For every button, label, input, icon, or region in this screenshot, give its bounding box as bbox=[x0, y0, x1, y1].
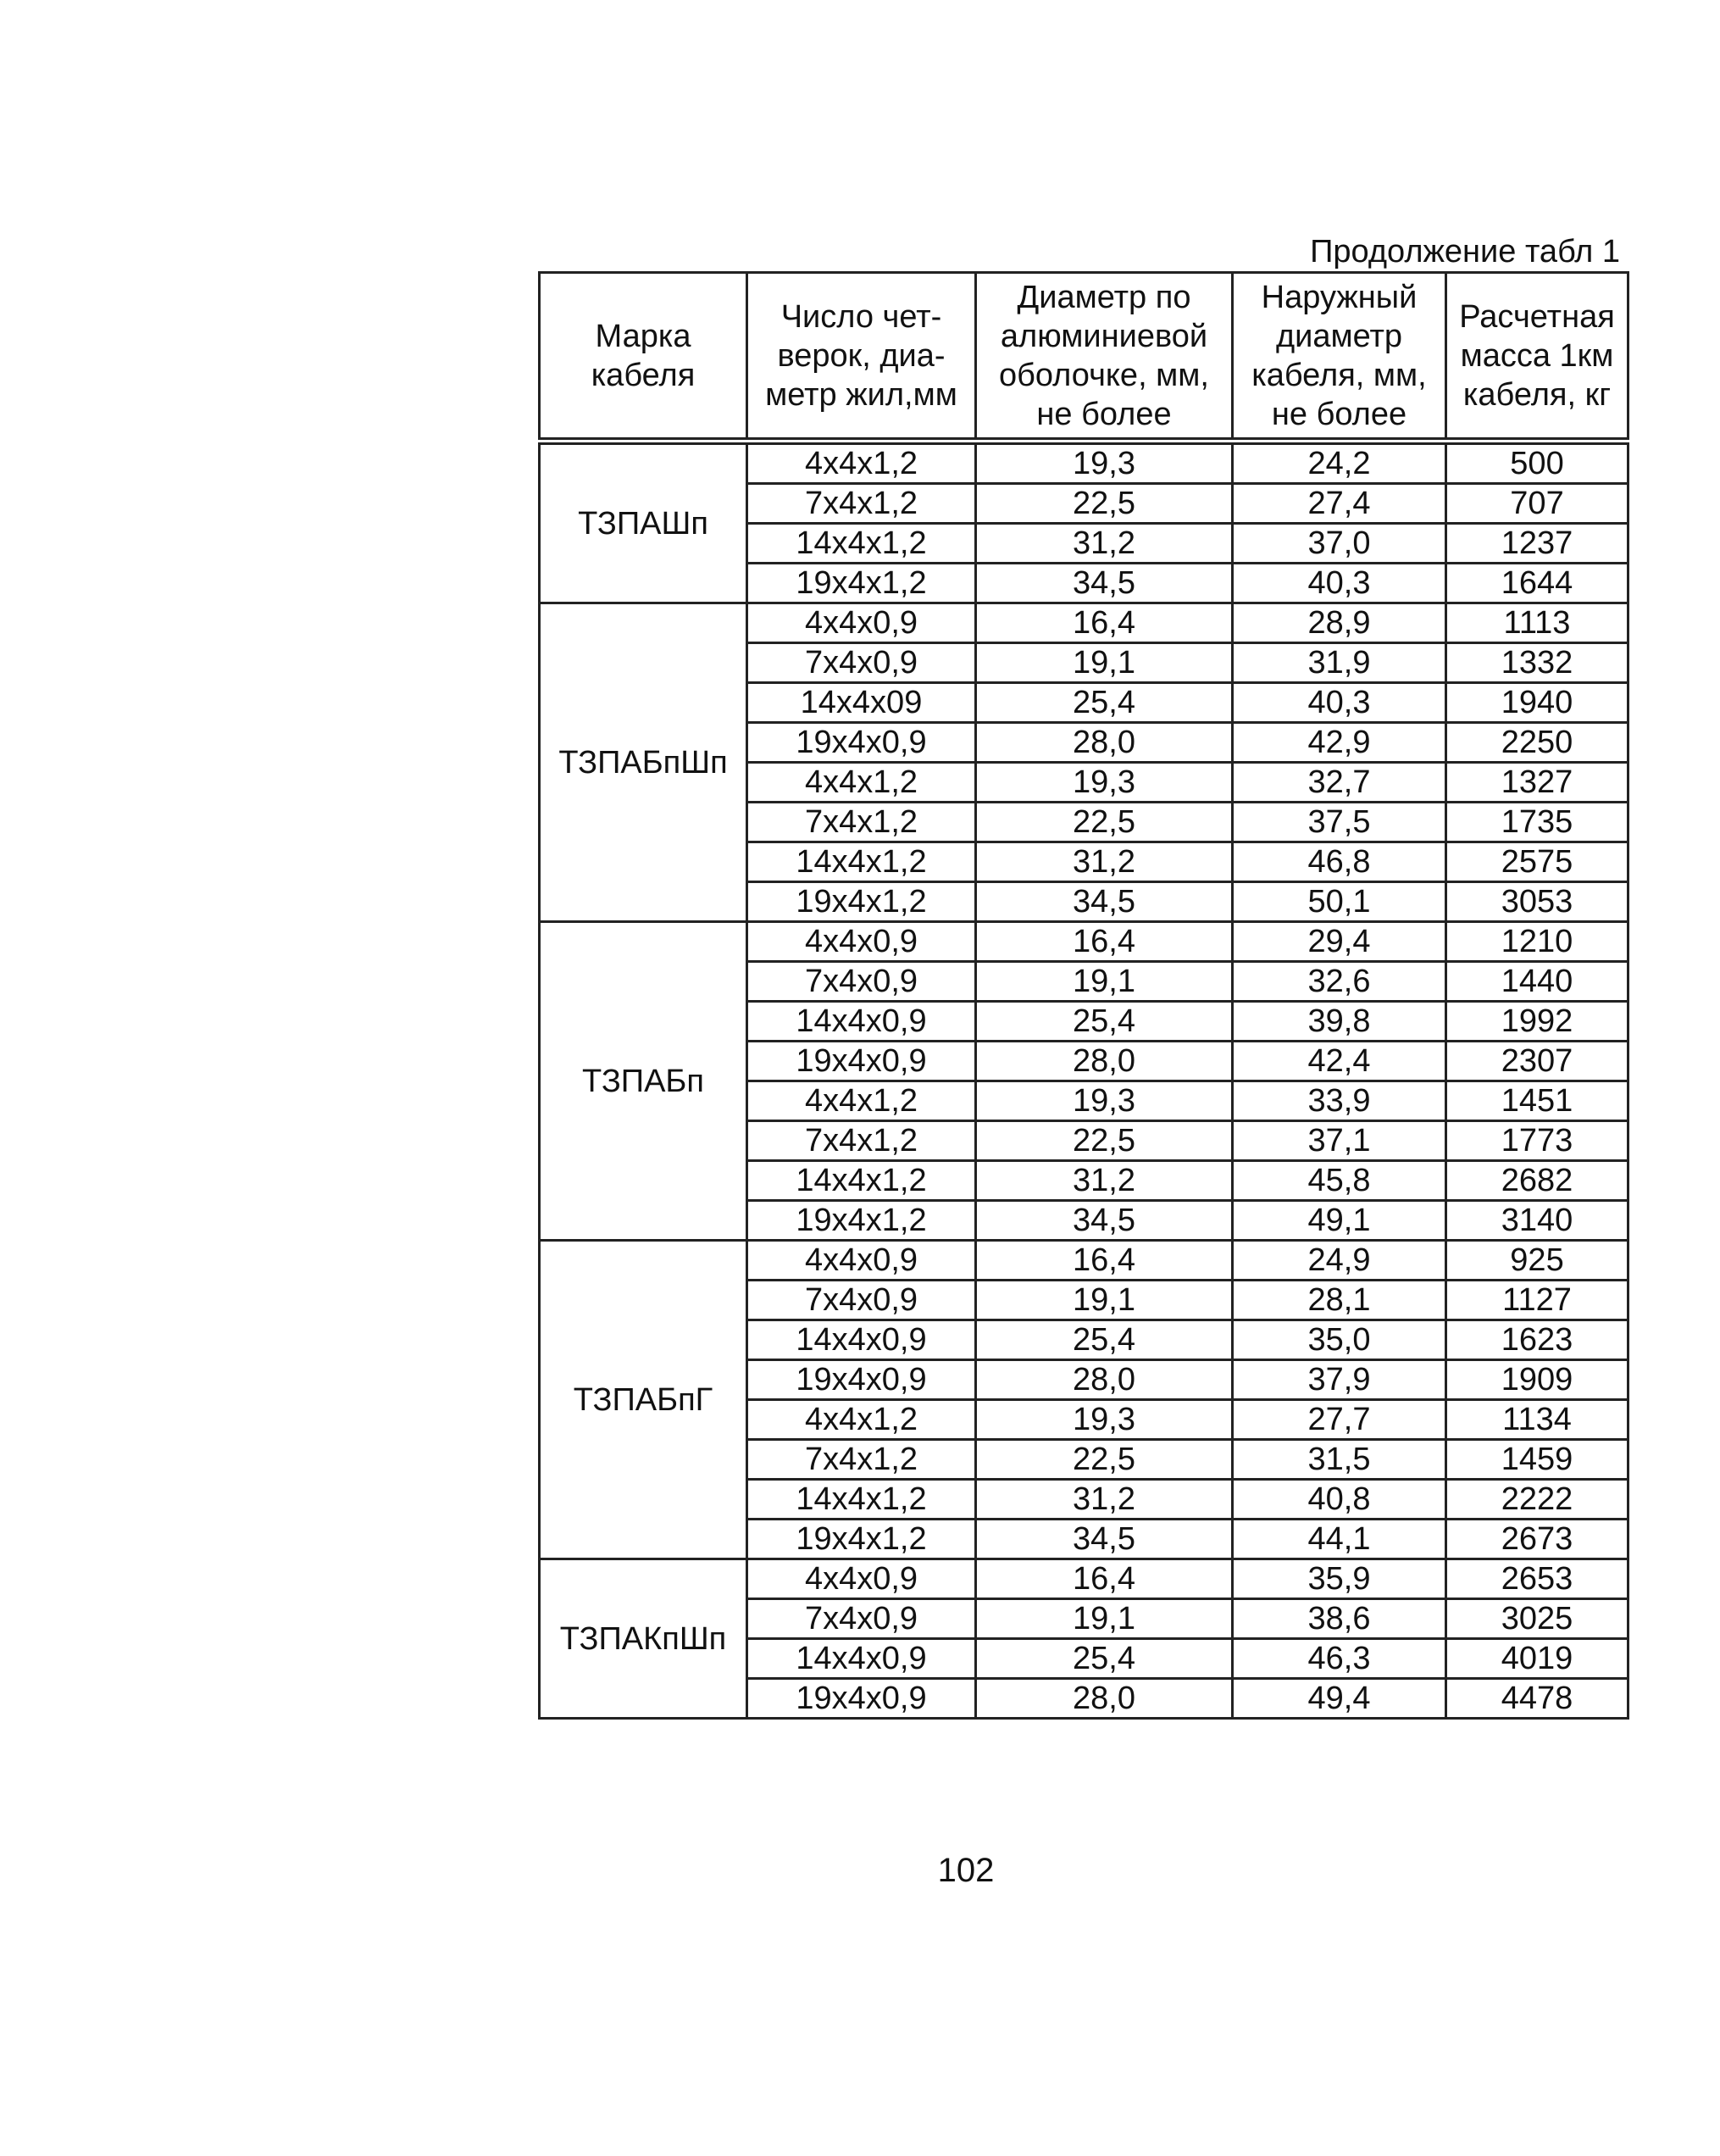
mass-cell: 2653 bbox=[1446, 1559, 1628, 1599]
quads-wire-cell: 19х4х0,9 bbox=[747, 1360, 976, 1400]
mass-cell: 4478 bbox=[1446, 1679, 1628, 1719]
mass-cell: 2682 bbox=[1446, 1161, 1628, 1201]
header-quads-wire-diameter bbox=[747, 273, 976, 442]
cable-brand-cell: ТЗПАКпШп bbox=[540, 1559, 747, 1719]
outer-diameter-cell: 46,3 bbox=[1233, 1639, 1446, 1679]
outer-diameter-cell: 40,3 bbox=[1233, 683, 1446, 723]
quads-wire-cell: 19х4х0,9 bbox=[747, 1679, 976, 1719]
sheath-diameter-cell: 25,4 bbox=[976, 1002, 1233, 1042]
sheath-diameter-cell: 19,1 bbox=[976, 643, 1233, 683]
quads-wire-cell: 4х4х0,9 bbox=[747, 922, 976, 962]
quads-wire-cell: 7х4х0,9 bbox=[747, 1599, 976, 1639]
header-cable-brand bbox=[540, 273, 747, 442]
sheath-diameter-cell: 25,4 bbox=[976, 1320, 1233, 1360]
quads-wire-cell: 14х4х0,9 bbox=[747, 1320, 976, 1360]
mass-cell: 1113 bbox=[1446, 603, 1628, 643]
header-label: Число чет- верок, диа- метр жил,мм bbox=[765, 298, 957, 413]
quads-wire-cell: 14х4х0,9 bbox=[747, 1639, 976, 1679]
sheath-diameter-cell: 31,2 bbox=[976, 1480, 1233, 1520]
outer-diameter-cell: 27,7 bbox=[1233, 1400, 1446, 1440]
mass-cell: 707 bbox=[1446, 484, 1628, 524]
mass-cell: 925 bbox=[1446, 1241, 1628, 1281]
sheath-diameter-cell: 34,5 bbox=[976, 1201, 1233, 1241]
sheath-diameter-cell: 25,4 bbox=[976, 1639, 1233, 1679]
outer-diameter-cell: 42,4 bbox=[1233, 1042, 1446, 1081]
sheath-diameter-cell: 22,5 bbox=[976, 1440, 1233, 1480]
sheath-diameter-cell: 31,2 bbox=[976, 1161, 1233, 1201]
mass-cell: 1440 bbox=[1446, 962, 1628, 1002]
outer-diameter-cell: 49,1 bbox=[1233, 1201, 1446, 1241]
mass-cell: 1210 bbox=[1446, 922, 1628, 962]
mass-cell: 3025 bbox=[1446, 1599, 1628, 1639]
mass-cell: 2673 bbox=[1446, 1520, 1628, 1559]
quads-wire-cell: 14х4х1,2 bbox=[747, 1161, 976, 1201]
sheath-diameter-cell: 16,4 bbox=[976, 603, 1233, 643]
sheath-diameter-cell: 28,0 bbox=[976, 1360, 1233, 1400]
outer-diameter-cell: 45,8 bbox=[1233, 1161, 1446, 1201]
mass-cell: 1773 bbox=[1446, 1121, 1628, 1161]
table-caption: Продолжение табл 1 bbox=[1310, 234, 1620, 270]
header-mass-per-km bbox=[1446, 273, 1628, 442]
outer-diameter-cell: 27,4 bbox=[1233, 484, 1446, 524]
quads-wire-cell: 7х4х0,9 bbox=[747, 962, 976, 1002]
quads-wire-cell: 4х4х1,2 bbox=[747, 1400, 976, 1440]
header-outer-diameter bbox=[1233, 273, 1446, 442]
table-row bbox=[540, 442, 1628, 484]
mass-cell: 1459 bbox=[1446, 1440, 1628, 1480]
quads-wire-cell: 19х4х1,2 bbox=[747, 1520, 976, 1559]
outer-diameter-cell: 28,1 bbox=[1233, 1281, 1446, 1320]
outer-diameter-cell: 31,5 bbox=[1233, 1440, 1446, 1480]
sheath-diameter-cell: 16,4 bbox=[976, 1241, 1233, 1281]
mass-cell: 1127 bbox=[1446, 1281, 1628, 1320]
quads-wire-cell: 7х4х0,9 bbox=[747, 643, 976, 683]
sheath-diameter-cell: 31,2 bbox=[976, 842, 1233, 882]
outer-diameter-cell: 46,8 bbox=[1233, 842, 1446, 882]
sheath-diameter-cell: 22,5 bbox=[976, 1121, 1233, 1161]
sheath-diameter-cell: 31,2 bbox=[976, 524, 1233, 564]
mass-cell: 2307 bbox=[1446, 1042, 1628, 1081]
outer-diameter-cell: 28,9 bbox=[1233, 603, 1446, 643]
outer-diameter-cell: 29,4 bbox=[1233, 922, 1446, 962]
sheath-diameter-cell: 19,3 bbox=[976, 1081, 1233, 1121]
sheath-diameter-cell: 19,1 bbox=[976, 1599, 1233, 1639]
sheath-diameter-cell: 28,0 bbox=[976, 1679, 1233, 1719]
mass-cell: 1134 bbox=[1446, 1400, 1628, 1440]
mass-cell: 1992 bbox=[1446, 1002, 1628, 1042]
outer-diameter-cell: 40,3 bbox=[1233, 564, 1446, 603]
outer-diameter-cell: 42,9 bbox=[1233, 723, 1446, 763]
sheath-diameter-cell: 34,5 bbox=[976, 1520, 1233, 1559]
mass-cell: 1644 bbox=[1446, 564, 1628, 603]
table-row bbox=[540, 922, 1628, 962]
sheath-diameter-cell: 19,3 bbox=[976, 763, 1233, 803]
sheath-diameter-cell: 34,5 bbox=[976, 564, 1233, 603]
header-aluminium-sheath-diameter bbox=[976, 273, 1233, 442]
outer-diameter-cell: 39,8 bbox=[1233, 1002, 1446, 1042]
quads-wire-cell: 7х4х1,2 bbox=[747, 1440, 976, 1480]
mass-cell: 3140 bbox=[1446, 1201, 1628, 1241]
cable-brand-cell: ТЗПАБпГ bbox=[540, 1241, 747, 1559]
outer-diameter-cell: 24,2 bbox=[1233, 442, 1446, 484]
sheath-diameter-cell: 19,3 bbox=[976, 442, 1233, 484]
outer-diameter-cell: 37,5 bbox=[1233, 803, 1446, 842]
header-label: Диаметр по алюминиевой оболочке, мм, не более bbox=[998, 279, 1209, 432]
outer-diameter-cell: 44,1 bbox=[1233, 1520, 1446, 1559]
quads-wire-cell: 19х4х0,9 bbox=[747, 723, 976, 763]
sheath-diameter-cell: 34,5 bbox=[976, 882, 1233, 922]
outer-diameter-cell: 35,0 bbox=[1233, 1320, 1446, 1360]
outer-diameter-cell: 31,9 bbox=[1233, 643, 1446, 683]
quads-wire-cell: 14х4х09 bbox=[747, 683, 976, 723]
quads-wire-cell: 4х4х0,9 bbox=[747, 1559, 976, 1599]
quads-wire-cell: 14х4х0,9 bbox=[747, 1002, 976, 1042]
cable-brand-cell: ТЗПАШп bbox=[540, 442, 747, 603]
quads-wire-cell: 14х4х1,2 bbox=[747, 1480, 976, 1520]
table-body bbox=[540, 442, 1628, 1719]
cable-brand-cell: ТЗПАБп bbox=[540, 922, 747, 1241]
page-number: 102 bbox=[937, 1852, 995, 1889]
quads-wire-cell: 7х4х1,2 bbox=[747, 1121, 976, 1161]
table-row bbox=[540, 603, 1628, 643]
mass-cell: 2575 bbox=[1446, 842, 1628, 882]
outer-diameter-cell: 32,7 bbox=[1233, 763, 1446, 803]
quads-wire-cell: 19х4х1,2 bbox=[747, 1201, 976, 1241]
sheath-diameter-cell: 25,4 bbox=[976, 683, 1233, 723]
header-label: Марка кабеля bbox=[591, 318, 696, 393]
outer-diameter-cell: 49,4 bbox=[1233, 1679, 1446, 1719]
sheath-diameter-cell: 19,1 bbox=[976, 962, 1233, 1002]
mass-cell: 1451 bbox=[1446, 1081, 1628, 1121]
sheath-diameter-cell: 19,1 bbox=[976, 1281, 1233, 1320]
mass-cell: 2250 bbox=[1446, 723, 1628, 763]
quads-wire-cell: 7х4х1,2 bbox=[747, 484, 976, 524]
mass-cell: 1735 bbox=[1446, 803, 1628, 842]
mass-cell: 1237 bbox=[1446, 524, 1628, 564]
outer-diameter-cell: 24,9 bbox=[1233, 1241, 1446, 1281]
outer-diameter-cell: 33,9 bbox=[1233, 1081, 1446, 1121]
outer-diameter-cell: 38,6 bbox=[1233, 1599, 1446, 1639]
mass-cell: 1327 bbox=[1446, 763, 1628, 803]
mass-cell: 1623 bbox=[1446, 1320, 1628, 1360]
mass-cell: 1940 bbox=[1446, 683, 1628, 723]
outer-diameter-cell: 37,0 bbox=[1233, 524, 1446, 564]
outer-diameter-cell: 50,1 bbox=[1233, 882, 1446, 922]
outer-diameter-cell: 32,6 bbox=[1233, 962, 1446, 1002]
quads-wire-cell: 4х4х1,2 bbox=[747, 763, 976, 803]
quads-wire-cell: 7х4х0,9 bbox=[747, 1281, 976, 1320]
sheath-diameter-cell: 16,4 bbox=[976, 1559, 1233, 1599]
quads-wire-cell: 19х4х1,2 bbox=[747, 564, 976, 603]
quads-wire-cell: 14х4х1,2 bbox=[747, 524, 976, 564]
mass-cell: 4019 bbox=[1446, 1639, 1628, 1679]
quads-wire-cell: 14х4х1,2 bbox=[747, 842, 976, 882]
header-row bbox=[540, 273, 1628, 442]
quads-wire-cell: 4х4х0,9 bbox=[747, 1241, 976, 1281]
sheath-diameter-cell: 28,0 bbox=[976, 723, 1233, 763]
outer-diameter-cell: 35,9 bbox=[1233, 1559, 1446, 1599]
sheath-diameter-cell: 16,4 bbox=[976, 922, 1233, 962]
table-row bbox=[540, 1559, 1628, 1599]
sheath-diameter-cell: 19,3 bbox=[976, 1400, 1233, 1440]
quads-wire-cell: 19х4х0,9 bbox=[747, 1042, 976, 1081]
sheath-diameter-cell: 22,5 bbox=[976, 803, 1233, 842]
mass-cell: 2222 bbox=[1446, 1480, 1628, 1520]
header-label: Наружный диаметр кабеля, мм, не более bbox=[1251, 279, 1427, 432]
sheath-diameter-cell: 22,5 bbox=[976, 484, 1233, 524]
table-row bbox=[540, 1241, 1628, 1281]
outer-diameter-cell: 37,1 bbox=[1233, 1121, 1446, 1161]
quads-wire-cell: 4х4х1,2 bbox=[747, 442, 976, 484]
mass-cell: 1909 bbox=[1446, 1360, 1628, 1400]
mass-cell: 3053 bbox=[1446, 882, 1628, 922]
cable-brand-cell: ТЗПАБпШп bbox=[540, 603, 747, 922]
mass-cell: 500 bbox=[1446, 442, 1628, 484]
quads-wire-cell: 4х4х1,2 bbox=[747, 1081, 976, 1121]
header-label: Расчетная масса 1км кабеля, кг bbox=[1459, 298, 1615, 413]
mass-cell: 1332 bbox=[1446, 643, 1628, 683]
cable-spec-table bbox=[538, 271, 1629, 1720]
quads-wire-cell: 19х4х1,2 bbox=[747, 882, 976, 922]
quads-wire-cell: 4х4х0,9 bbox=[747, 603, 976, 643]
outer-diameter-cell: 40,8 bbox=[1233, 1480, 1446, 1520]
quads-wire-cell: 7х4х1,2 bbox=[747, 803, 976, 842]
sheath-diameter-cell: 28,0 bbox=[976, 1042, 1233, 1081]
outer-diameter-cell: 37,9 bbox=[1233, 1360, 1446, 1400]
